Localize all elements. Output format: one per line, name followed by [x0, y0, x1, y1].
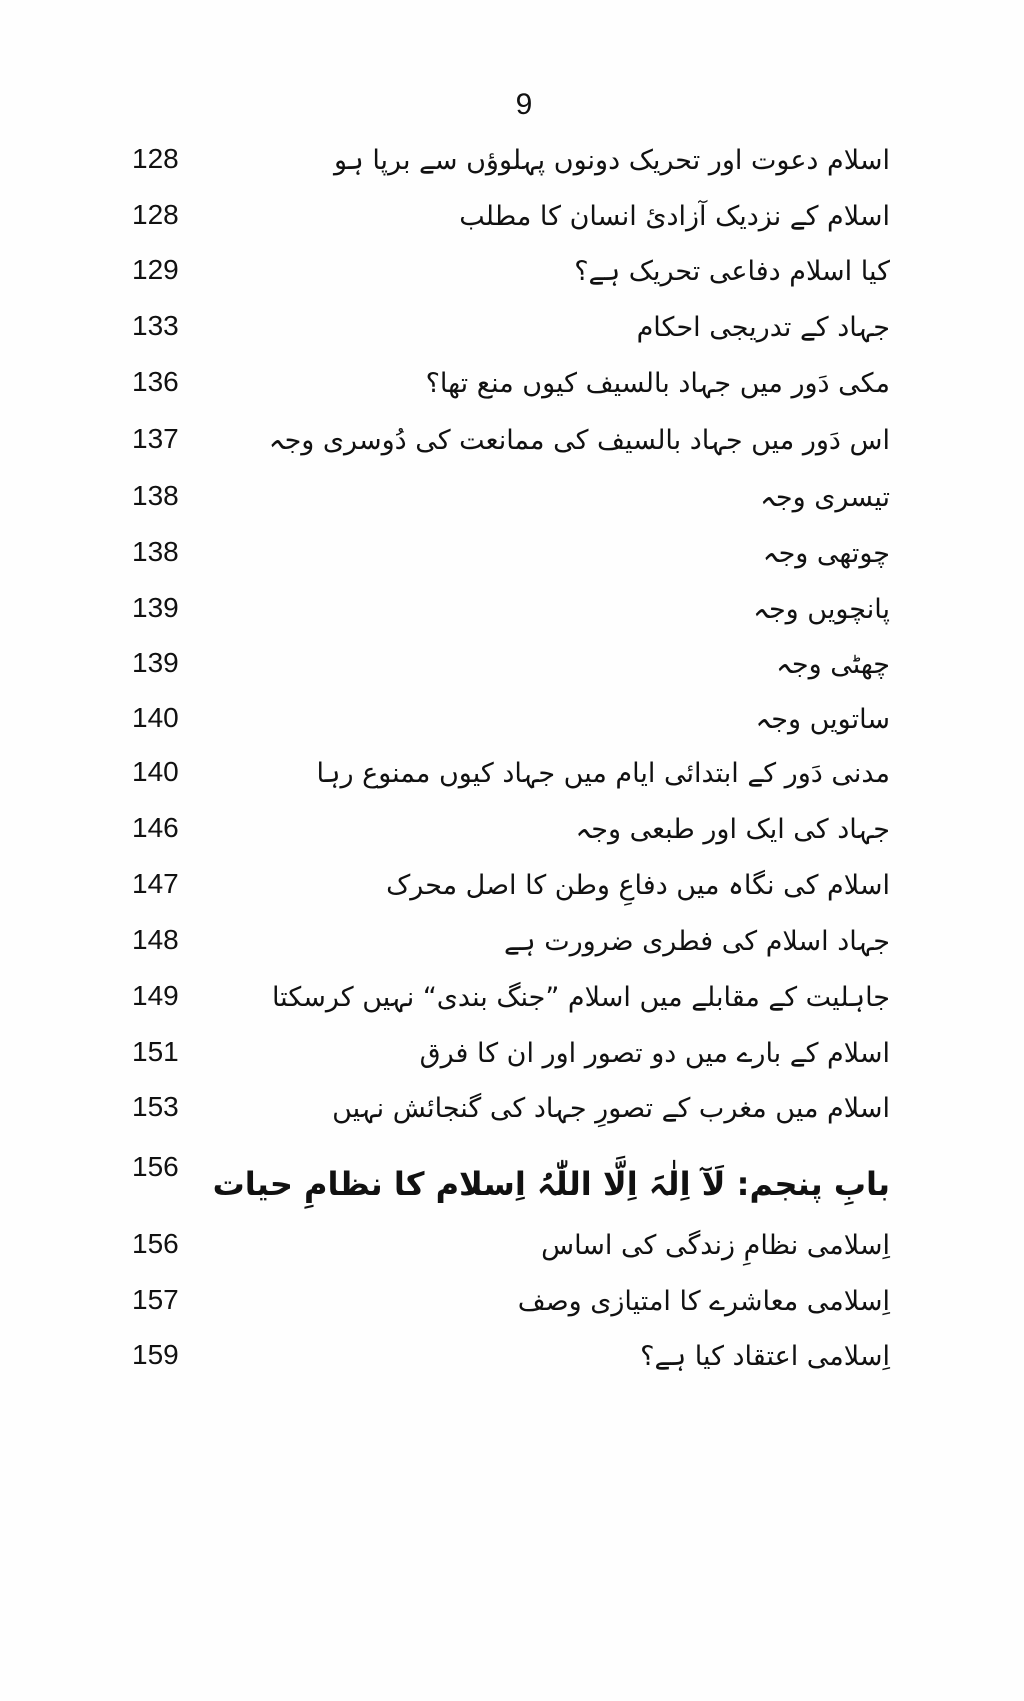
- toc-entry: [110, 646, 890, 696]
- toc-chapter-heading: [110, 1150, 890, 1203]
- toc-entry-title: اسلام کی نگاہ میں دفاعِ وطن کا اصل محرک: [386, 870, 890, 901]
- toc-page-number: 151: [132, 1036, 179, 1067]
- toc-entry: [110, 1090, 890, 1140]
- toc-page-number: 138: [132, 480, 179, 511]
- toc-entry: [110, 1227, 890, 1277]
- toc-entry: [110, 309, 890, 359]
- toc-entry-title: چھٹی وجہ: [776, 649, 890, 680]
- toc-page-number: 140: [132, 756, 179, 787]
- toc-entry: [110, 1035, 890, 1085]
- toc-page-number: 156: [132, 1228, 179, 1259]
- toc-entry-title: اسلام دعوت اور تحریک دونوں پہلوؤں سے برپا ہو: [333, 145, 890, 176]
- toc-page-number: 156: [132, 1151, 179, 1182]
- toc-page-number: 138: [132, 536, 179, 567]
- toc-entry: [110, 1338, 890, 1388]
- toc-entry: [110, 979, 890, 1029]
- toc-entry-title: جہاد کے تدریجی احکام: [636, 312, 890, 343]
- toc-page-number: 147: [132, 868, 179, 899]
- toc-entry: [110, 591, 890, 641]
- toc-page-number: 137: [132, 423, 179, 454]
- toc-entry: [110, 701, 890, 751]
- toc-entry: [110, 198, 890, 248]
- toc-entry: [110, 253, 890, 303]
- toc-entry-title: اسلام کے نزدیک آزادئ انسان کا مطلب: [459, 201, 890, 232]
- toc-entry-title: اسلام کے بارے میں دو تصور اور ان کا فرق: [419, 1038, 890, 1069]
- page-number: 9: [515, 88, 533, 121]
- toc-entry: [110, 867, 890, 917]
- toc-page-number: 128: [132, 199, 179, 230]
- toc-page-number: 149: [132, 980, 179, 1011]
- toc-entry: [110, 535, 890, 585]
- toc-entry-title: اسلام میں مغرب کے تصورِ جہاد کی گنجائش نہیں: [332, 1093, 890, 1124]
- toc-entry-title: اِسلامی نظامِ زندگی کی اساس: [541, 1230, 890, 1261]
- toc-entry-title: مدنی دَور کے ابتدائی ایام میں جہاد کیوں ممنوع رہا: [316, 758, 890, 789]
- toc-entry-title: مکی دَور میں جہاد بالسیف کیوں منع تھا؟: [425, 368, 890, 399]
- toc-entry: [110, 1283, 890, 1333]
- toc-entry-title: تیسری وجہ: [760, 482, 890, 513]
- toc-page-number: 129: [132, 254, 179, 285]
- toc-entry-title: کیا اسلام دفاعی تحریک ہے؟: [574, 256, 890, 287]
- toc-page-number: 136: [132, 366, 179, 397]
- toc-entry-title: اِسلامی معاشرے کا امتیازی وصف: [517, 1286, 890, 1317]
- toc-page-number: 139: [132, 592, 179, 623]
- toc-entry: [110, 142, 890, 192]
- toc-entry: [110, 422, 890, 472]
- toc-page-number: 148: [132, 924, 179, 955]
- toc-entry-title: چوتھی وجہ: [762, 538, 890, 569]
- toc-page-number: 140: [132, 702, 179, 733]
- toc-entry-title: اس دَور میں جہاد بالسیف کی ممانعت کی دُوسری وجہ: [268, 425, 890, 456]
- toc-page-number: 139: [132, 647, 179, 678]
- toc-page-number: 146: [132, 812, 179, 843]
- toc-entry: [110, 811, 890, 861]
- toc-page-number: 133: [132, 310, 179, 341]
- toc-entry: [110, 755, 890, 805]
- toc-page-number: 153: [132, 1091, 179, 1122]
- toc-entry: [110, 479, 890, 529]
- toc-entry-title: جہاد اسلام کی فطری ضرورت ہے: [503, 926, 890, 957]
- toc-entry: [110, 923, 890, 973]
- toc-entry-title: ساتویں وجہ: [755, 704, 890, 735]
- toc-entry: [110, 365, 890, 415]
- chapter-title: بابِ پنجم: لَآ اِلٰہَ اِلَّا اللّٰہُ اِسلام کا نظامِ حیات: [212, 1165, 890, 1203]
- toc-entry-title: جاہلیت کے مقابلے میں اسلام ”جنگ بندی“ نہیں کرسکتا: [271, 982, 890, 1013]
- toc-entry-title: جہاد کی ایک اور طبعی وجہ: [575, 814, 890, 845]
- toc-page-number: 157: [132, 1284, 179, 1315]
- toc-page-number: 159: [132, 1339, 179, 1370]
- toc-page-number: 128: [132, 143, 179, 174]
- toc-entry-title: پانچویں وجہ: [753, 594, 890, 625]
- toc-entry-title: اِسلامی اعتقاد کیا ہے؟: [640, 1341, 890, 1372]
